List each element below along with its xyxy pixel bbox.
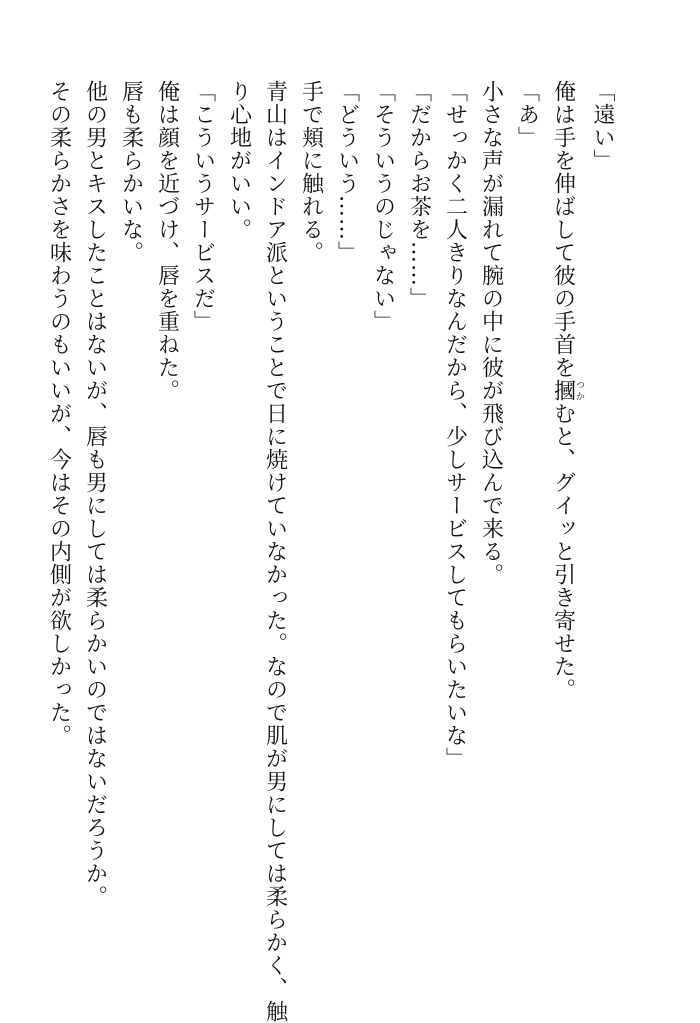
text-line: 「あ」 (514, 80, 540, 149)
text-line: 小さな声が漏れて腕の中に彼が飛び込んで来る。 (478, 80, 504, 586)
text-line: その柔らかさを味わうのもいいが、今はその内側が欲しかった。 (46, 80, 72, 747)
text-line: り心地がいい。 (226, 80, 252, 241)
text-line: 他の男とキスしたことはないが、唇も男にしては柔らかいのではないだろうか。 (82, 80, 108, 908)
text-line: 「せっかく二人きりなんだから、少しサービスしてもらいたいな」 (442, 80, 468, 770)
ruby-word (550, 379, 584, 402)
text-line: 青山はインドア派ということで日に焼けていなかった。なので肌が男にしては柔らかく、触 (262, 80, 288, 1023)
text-line: 「こういうサービスだ」 (190, 80, 216, 333)
text-line-with-ruby (545, 80, 585, 960)
text-line: 手で頬に触れる。 (298, 80, 324, 264)
vertical-text-body (41, 80, 621, 1023)
text-segment: むと、グイッと引き寄せた。 (550, 402, 576, 701)
text-line: 俺は顔を近づけ、唇を重ねた。 (154, 80, 180, 402)
text-line: 「遠い」 (590, 80, 615, 172)
text-line: 「だからお茶を……」 (406, 80, 432, 310)
text-line: 唇も柔らかいな。 (118, 80, 144, 264)
text-line: 「どういう……」 (334, 80, 360, 264)
text-segment: 俺は手を伸ばして彼の手首を (550, 80, 576, 379)
text-line: 「そういうのじゃない」 (370, 80, 396, 333)
ruby-base: 摑 (550, 379, 576, 402)
ruby-reading: つか (574, 379, 584, 402)
